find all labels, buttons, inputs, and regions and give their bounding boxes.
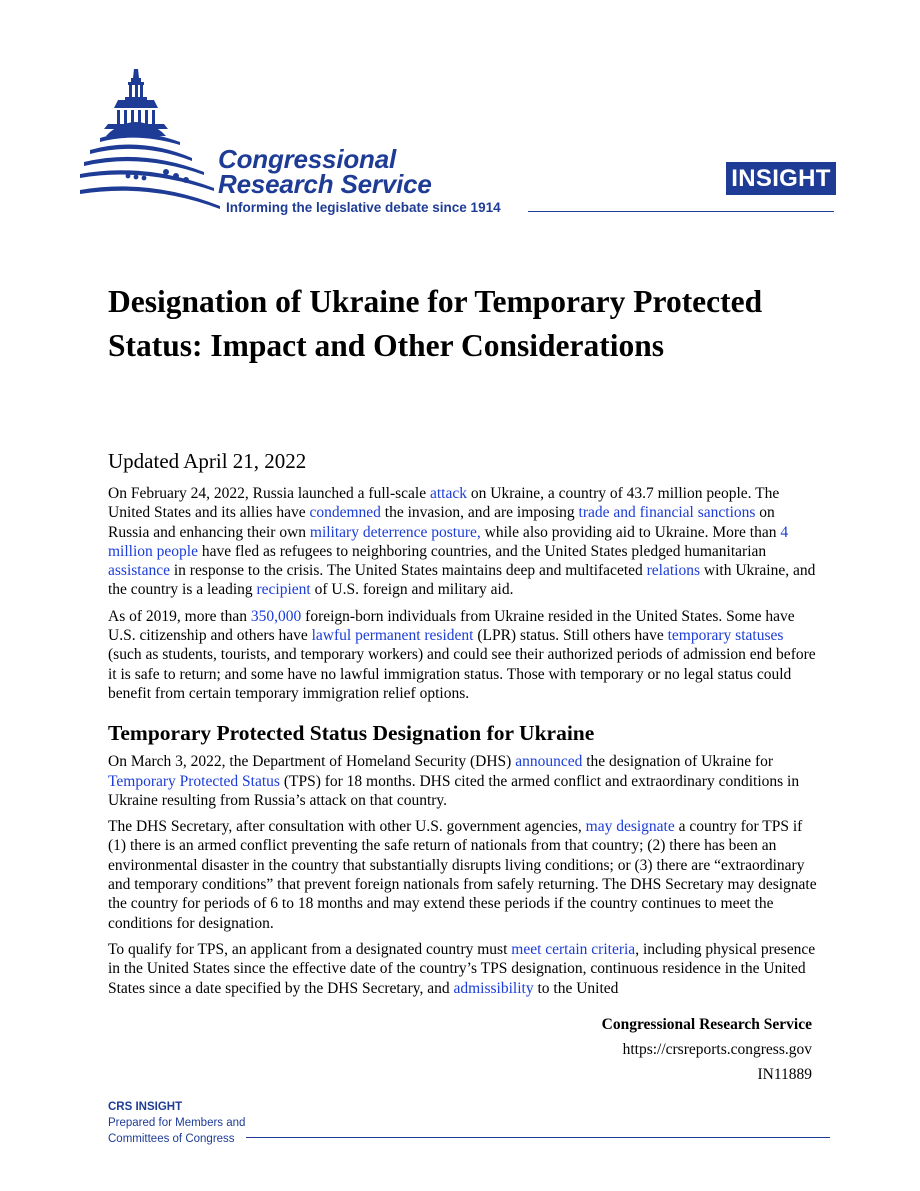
text: On March 3, 2022, the Department of Homeland Security (DHS) <box>108 753 516 771</box>
paragraph-4 <box>108 817 818 933</box>
org-name-line2: Research Service <box>218 169 432 199</box>
section-heading: Temporary Protected Status Designation for Ukraine <box>108 721 595 746</box>
document-title: Designation of Ukraine for Temporary Protected Status: Impact and Other Considerations <box>108 284 763 363</box>
paragraph-5 <box>108 940 818 998</box>
text: To qualify for TPS, an applicant from a designated country must <box>108 940 512 958</box>
document-body <box>108 484 818 1005</box>
text: while also providing aid to Ukraine. More than <box>480 523 781 541</box>
text: , including physical presence in the United States since the effective date of the country’s TPS designation, continuous residence in the United States since a date specified by the DHS Secretary, and <box>108 940 816 997</box>
text: the designation of Ukraine for <box>582 753 774 771</box>
text: with Ukraine, and the country is a leading <box>108 562 816 599</box>
paragraph-2 <box>108 607 818 703</box>
link-trade-sanctions[interactable]: trade and financial sanctions <box>578 504 756 522</box>
text: on Russia and enhancing their own <box>108 504 775 541</box>
footer-report-id: IN11889 <box>757 1066 812 1083</box>
link-temporary-statuses[interactable]: temporary statuses <box>667 627 784 645</box>
footer-series <box>108 1099 245 1147</box>
text: the invasion, and are imposing <box>380 504 579 522</box>
link-lawful-permanent-resident[interactable]: lawful permanent resident <box>311 627 474 645</box>
footer-org: Congressional Research Service <box>601 1016 812 1033</box>
link-admissibility[interactable]: admissibility <box>453 979 534 997</box>
paragraph-1 <box>108 484 818 600</box>
footer-prepared-line1: Prepared for Members and <box>108 1117 246 1129</box>
link-announced[interactable]: announced <box>515 753 583 771</box>
link-assistance[interactable]: assistance <box>108 562 170 580</box>
link-military-deterrence[interactable]: military deterrence posture, <box>309 523 481 541</box>
link-meet-certain-criteria[interactable]: meet certain criteria <box>511 940 636 958</box>
tagline: Informing the legislative debate since 1914 <box>226 200 501 215</box>
link-350000[interactable]: 350,000 <box>250 607 302 625</box>
text: foreign-born individuals from Ukraine resided in the United States. Some have U.S. citizenship and others have <box>108 607 795 645</box>
footer-series-title: CRS INSIGHT <box>108 1101 183 1113</box>
org-name-line1: Congressional <box>218 144 396 174</box>
tagline-rule <box>528 211 834 212</box>
footer-url[interactable]: https://crsreports.congress.gov <box>622 1041 812 1058</box>
link-relations[interactable]: relations <box>646 562 701 580</box>
link-recipient[interactable]: recipient <box>256 581 311 599</box>
link-may-designate[interactable]: may designate <box>585 818 675 836</box>
text: On February 24, 2022, Russia launched a full-scale <box>108 485 430 502</box>
text: of U.S. foreign and military aid. <box>310 581 514 599</box>
capitol-dome-logo <box>80 66 240 216</box>
link-attack[interactable]: attack <box>429 485 467 502</box>
footer-rule <box>246 1137 830 1138</box>
insight-badge: INSIGHT <box>726 162 836 195</box>
text: The DHS Secretary, after consultation with other U.S. government agencies, <box>108 818 586 836</box>
link-4-million-people[interactable]: 4 million people <box>108 523 789 560</box>
text: on Ukraine, a country of 43.7 million people. The United States and its allies have <box>108 485 780 522</box>
footer-prepared-line2: Committees of Congress <box>108 1133 235 1145</box>
paragraph-3 <box>108 752 818 810</box>
updated-date: Updated April 21, 2022 <box>108 449 307 473</box>
text: have fled as refugees to neighboring countries, and the United States pledged humanitarian <box>197 542 767 560</box>
text: (such as students, tourists, and temporary workers) and could see their authorized periods of admission end before it is safe to return; and some have no lawful immigration status. Those with temporary or no legal status could benefit from certain temporary immigration relief options. <box>108 646 816 702</box>
text: to the United <box>533 979 619 997</box>
text: (LPR) status. Still others have <box>473 627 668 645</box>
text: a country for TPS if (1) there is an armed conflict preventing the safe return of nationals from that country; (2) there has been an environmental disaster in the country that substantially disrupts living conditions; or (3) there are “extraordinary and temporary conditions” that prevent foreign nationals from safely returning. The DHS Secretary may designate the country for periods of 6 to 18 months and may extend these periods if the country continues to meet the conditions for designation. <box>108 818 817 932</box>
text: As of 2019, more than <box>108 607 251 625</box>
text: in response to the crisis. The United States maintains deep and multifaceted <box>169 562 647 580</box>
footer-info <box>602 1012 812 1087</box>
link-temporary-protected-status[interactable]: Temporary Protected Status <box>108 772 280 790</box>
text: (TPS) for 18 months. DHS cited the armed conflict and extraordinary conditions in Ukraine resulting from Russia’s attack on that country. <box>108 772 800 809</box>
link-condemned[interactable]: condemned <box>309 504 381 522</box>
